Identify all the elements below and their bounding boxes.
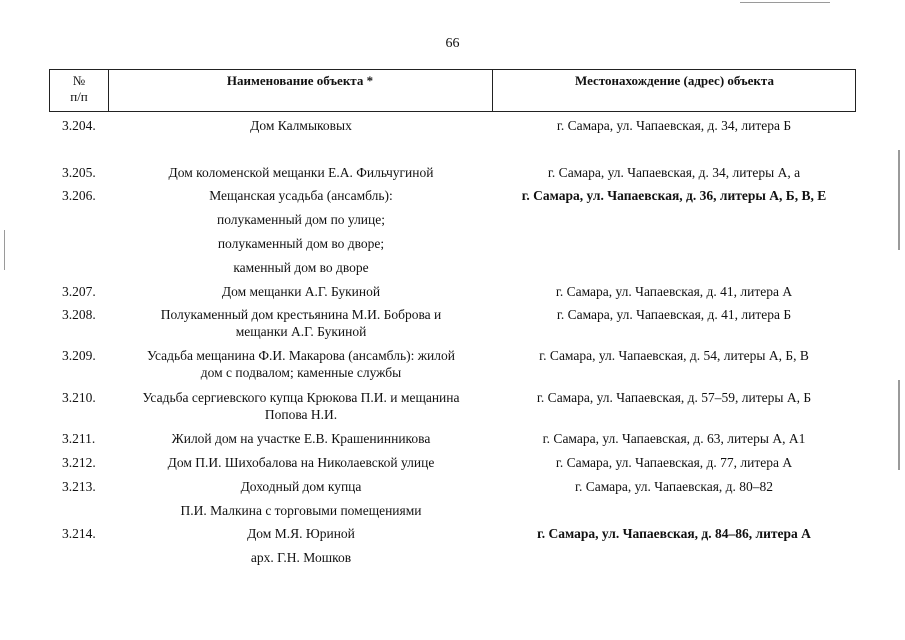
object-address-line: г. Самара, ул. Чапаевская, д. 34, литера Б	[556, 118, 792, 133]
object-name	[110, 454, 492, 471]
object-address-line: г. Самара, ул. Чапаевская, д. 54, литеры А, Б, В	[539, 348, 809, 363]
object-name-line: дом с подвалом; каменные службы	[200, 365, 402, 380]
object-address	[494, 164, 854, 181]
page-number: 66	[445, 36, 460, 51]
header-num-symbol: №	[72, 73, 86, 88]
object-address-line: г. Самара, ул. Чапаевская, д. 41, литера А	[555, 284, 793, 299]
object-name	[110, 430, 492, 447]
scan-artifact	[898, 380, 900, 470]
object-name-continuation: арх. Г.Н. Мошков	[250, 550, 352, 565]
scan-artifact	[898, 150, 900, 250]
object-address-line: г. Самара, ул. Чапаевская, д. 84–86, литера А	[537, 526, 811, 541]
row-number: 3.208.	[62, 307, 96, 322]
object-address-line: г. Самара, ул. Чапаевская, д. 41, литера Б	[556, 307, 792, 322]
row-number: 3.204.	[62, 118, 96, 133]
object-name	[110, 164, 492, 181]
object-address-line: г. Самара, ул. Чапаевская, д. 34, литеры А, а	[547, 165, 801, 180]
row-number: 3.206.	[62, 188, 96, 203]
object-address	[494, 525, 854, 542]
object-address	[494, 117, 854, 134]
header-object-address: Местонахождение (адрес) объекта	[575, 73, 774, 88]
object-address	[494, 454, 854, 471]
header-object-name: Наименование объекта *	[226, 73, 374, 88]
row-number: 3.209.	[62, 348, 96, 363]
object-name-line: Усадьба мещанина Ф.И. Макарова (ансамбль): жилой	[147, 348, 455, 363]
object-name-line: Мещанская усадьба (ансамбль):	[209, 188, 393, 203]
object-name-line: Доходный дом купца	[240, 479, 362, 494]
row-number: 3.214.	[62, 526, 96, 541]
row-number: 3.213.	[62, 479, 96, 494]
object-address	[494, 389, 854, 406]
object-name	[110, 117, 492, 134]
object-address-line: г. Самара, ул. Чапаевская, д. 77, литера А	[555, 455, 793, 470]
object-name-line: Дом П.И. Шихобалова на Николаевской улице	[167, 455, 435, 470]
object-name-continuation: П.И. Малкина с торговыми помещениями	[180, 503, 422, 518]
object-address-line: г. Самара, ул. Чапаевская, д. 36, литеры А, Б, В, Е	[521, 188, 827, 203]
object-address-line: г. Самара, ул. Чапаевская, д. 57–59, литеры А, Б	[536, 390, 812, 405]
row-number: 3.212.	[62, 455, 96, 470]
object-address	[494, 430, 854, 447]
object-name-line: Дом мещанки А.Г. Букиной	[221, 284, 381, 299]
object-name	[110, 283, 492, 300]
object-name	[110, 306, 492, 340]
object-name-line: Усадьба сергиевского купца Крюкова П.И. и мещанина	[142, 390, 460, 405]
object-name-line: Дом М.Я. Юриной	[247, 526, 355, 541]
object-name-line: Попова Н.И.	[264, 407, 338, 422]
object-name	[110, 389, 492, 423]
row-number: 3.205.	[62, 165, 96, 180]
object-address	[494, 478, 854, 495]
scan-artifact	[740, 2, 830, 3]
object-name-line: Дом коломенской мещанки Е.А. Фильчугиной	[168, 165, 434, 180]
header-num	[50, 73, 108, 105]
object-name	[110, 187, 492, 204]
object-address	[494, 283, 854, 300]
object-name-line: Полукаменный дом крестьянина М.И. Боброва и	[160, 307, 442, 322]
object-address	[494, 347, 854, 364]
object-name	[110, 478, 492, 495]
row-number: 3.211.	[62, 431, 96, 446]
object-name-line: Дом Калмыковых	[250, 118, 352, 133]
object-name-continuation: полукаменный дом во дворе;	[217, 236, 385, 251]
table-header	[49, 69, 856, 112]
object-name-continuation: каменный дом во дворе	[233, 260, 369, 275]
row-number: 3.210.	[62, 390, 96, 405]
object-name-line: Жилой дом на участке Е.В. Крашенинникова	[171, 431, 431, 446]
object-name	[110, 347, 492, 381]
object-name	[110, 525, 492, 542]
object-name-line: мещанки А.Г. Букиной	[235, 324, 367, 339]
header-num-abbr: п/п	[70, 89, 88, 104]
object-address-line: г. Самара, ул. Чапаевская, д. 63, литеры А, А1	[542, 431, 806, 446]
object-name-continuation: полукаменный дом по улице;	[217, 212, 385, 227]
object-address-line: г. Самара, ул. Чапаевская, д. 80–82	[574, 479, 774, 494]
object-address	[494, 306, 854, 323]
row-number: 3.207.	[62, 284, 96, 299]
object-address	[494, 187, 854, 204]
scan-artifact	[4, 230, 5, 270]
